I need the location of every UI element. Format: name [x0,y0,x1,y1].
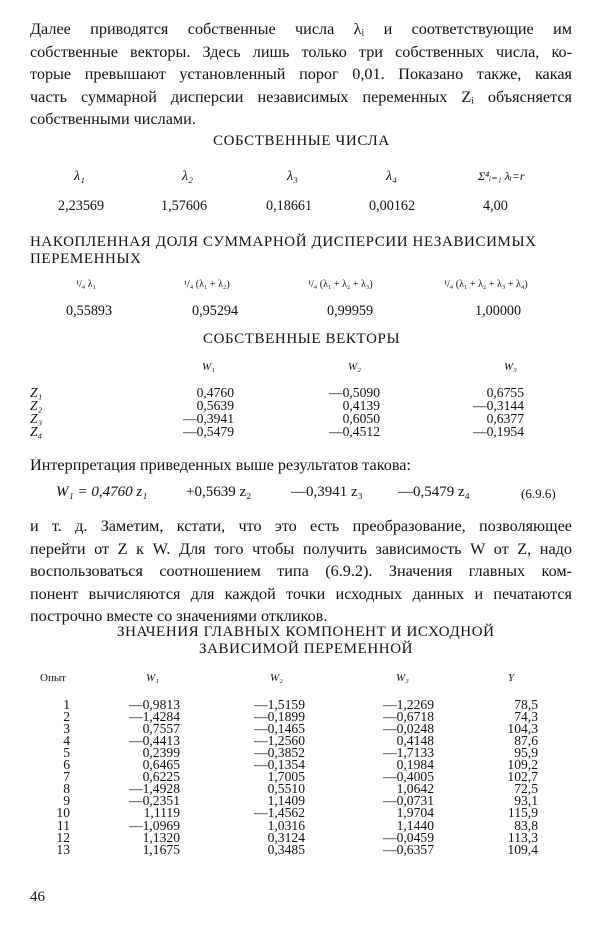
cell: 115,9 [507,805,538,821]
row-label: Z₄ [30,424,43,439]
cell: —0,4413 [129,733,180,749]
cell: —0,5090 [329,385,380,400]
cell: —0,2351 [129,793,180,809]
row-number: 1 [63,697,70,712]
components-column-header: W₃ [396,672,409,684]
row-number: 6 [63,757,70,773]
cell: —1,2560 [254,733,305,749]
cell: 1,1440 [396,817,434,833]
cell: 83,8 [514,817,538,833]
cell: —1,4284 [129,709,180,725]
eigenvalue-value: 2,23569 [58,198,105,214]
intro-line: собственные векторы. Здесь лишь только три собственных числа, ко- [30,42,572,61]
interpretation-line: Интерпретация приведенных выше результатов такова: [30,456,411,474]
eigenvalues-heading: СОБСТВЕННЫЕ ЧИСЛА [213,133,390,149]
cell: 1,0642 [396,781,434,797]
cell: 1,9704 [396,805,434,821]
row-number: 7 [63,769,70,785]
components-heading-line: ЗНАЧЕНИЯ ГЛАВНЫХ КОМПОНЕНТ И ИСХОДНОЙ [117,624,495,640]
eigenvector-column-header: W₂ [348,361,361,373]
body-line: перейти от Z к W. Для того чтобы получить зависимость W от Z, надо [30,539,572,558]
cell: 104,3 [507,721,538,737]
cell: 72,5 [514,781,538,797]
components-column-header: W₁ [146,672,159,684]
row-number: 3 [63,721,70,737]
cell: 74,3 [514,709,538,725]
body-line: и т. д. Заметим, кстати, что это есть преобразование, позволяющее [30,517,572,535]
intro-paragraph [30,18,572,131]
cell: 0,4760 [196,385,234,400]
row-number: 12 [56,829,70,845]
cell: —0,4512 [329,424,380,439]
cell: 0,7557 [142,721,180,737]
cell: 87,6 [514,733,538,749]
body-paragraph [30,515,572,628]
cell: 1,1409 [267,793,305,809]
cumulative-heading-line: НАКОПЛЕННАЯ ДОЛЯ СУММАРНОЙ ДИСПЕРСИИ НЕЗАВИСИМЫХ [30,234,537,250]
row-number: 13 [56,841,70,857]
eigenvalue-symbol: λ₄ [386,169,397,184]
eigenvalue-symbol: λ₃ [287,169,298,184]
cell: 102,7 [507,769,538,785]
cumulative-value: 0,99959 [327,303,374,319]
cell: 0,3124 [267,829,305,845]
cell: —0,6718 [383,709,434,725]
cell: —0,9813 [129,697,180,712]
equation-term: —0,3941 z₃ [291,484,363,500]
row-number: 11 [56,817,70,833]
cell: —0,3144 [473,398,524,413]
page-number: 46 [30,889,45,905]
cell: —1,7133 [383,745,434,761]
cell: 0,6755 [486,385,524,400]
cell: 0,3485 [267,841,305,857]
cell: 0,6465 [142,757,180,773]
cell: 0,5639 [196,398,234,413]
cell: 78,5 [514,697,538,712]
cell: —0,3941 [183,411,234,426]
eigenvalue-value: 0,18661 [266,198,313,214]
equation-term: —0,5479 z₄ [398,484,470,500]
cell: —0,3852 [254,745,305,761]
intro-line: часть суммарной дисперсии независимых переменных Zᵢ объясняется [30,87,572,106]
cell: —0,0248 [383,721,434,737]
eigenvector-column-header: W₁ [202,361,215,373]
row-label: Z₂ [30,398,43,413]
components-column-header: Опыт [40,672,67,684]
cell: 1,1675 [142,841,180,857]
row-number: 5 [63,745,70,761]
cumulative-formula: ¹/₄ λ₁ [76,279,97,290]
eigenvalue-value: 1,57606 [161,198,208,214]
cell: 0,4148 [396,733,434,749]
cumulative-formula: ¹/₄ (λ₁ + λ₂ + λ₃ + λ₄) [444,279,528,290]
cumulative-heading-line: ПЕРЕМЕННЫХ [30,251,142,267]
body-line: понент вычисляются для каждой точки исходных данных и печатаются [30,584,572,603]
row-number: 8 [63,781,70,797]
components-column-header: W₂ [270,672,283,684]
row-number: 10 [56,805,70,821]
cell: 95,9 [514,745,538,761]
cell: —0,1354 [254,757,305,773]
eigenvalue-symbol: λ₁ [74,169,85,184]
row-label: Z₁ [30,385,43,400]
intro-line: торые превышают установленный порог 0,01. Показано также, какая [30,65,572,83]
cell: 1,1320 [142,829,180,845]
intro-line: собственными числами. [30,110,196,128]
cell: —0,6357 [383,841,434,857]
components-column-header: Y [508,672,515,684]
cell: 93,1 [514,793,538,809]
cell: 0,4139 [342,398,380,413]
body-line: построчно вместе со значениями откликов. [30,607,328,625]
cell: 0,6377 [486,411,524,426]
components-heading-line: ЗАВИСИМОЙ ПЕРЕМЕННОЙ [199,641,414,657]
eigenvalue-value: 4,00 [483,198,508,214]
cell: 1,1119 [143,805,180,821]
cumulative-formula: ¹/₄ (λ₁ + λ₂ + λ₃) [308,279,373,290]
cell: 109,4 [507,841,538,857]
cumulative-formula: ¹/₄ (λ₁ + λ₂) [184,279,230,290]
cell: —0,0459 [383,829,434,845]
cumulative-value: 0,95294 [192,303,239,319]
cell: —0,4005 [383,769,434,785]
cell: 0,5510 [267,781,305,797]
row-number: 4 [63,733,70,749]
cell: —0,1899 [254,709,305,725]
cell: 1,7005 [267,769,305,785]
eigenvalue-sum-symbol: Σ⁴ᵢ₌₁ λᵢ=r [478,169,525,183]
cell: 0,2399 [142,745,180,761]
cell: 113,3 [507,829,538,845]
row-label: Z₃ [30,411,43,426]
cell: —1,5159 [254,697,305,712]
cell: 0,6050 [342,411,380,426]
cumulative-value: 1,00000 [475,303,522,319]
body-line: воспользоваться соотношением типа (6.9.2). Значения главных ком- [30,562,572,580]
intro-line: Далее приводятся собственные числа λᵢ и соответствующие им [30,20,572,38]
cell: —0,0731 [383,793,434,809]
equation-term: +0,5639 z₂ [186,484,252,500]
cumulative-value: 0,55893 [66,303,113,319]
cell: —1,4562 [254,805,305,821]
eigenvector-column-header: W₃ [504,361,517,373]
cell: 0,1984 [396,757,434,773]
cell: —1,0969 [129,817,180,833]
cell: 1,0316 [267,817,305,833]
cell: —1,4928 [129,781,180,797]
equation-number: (6.9.6) [521,486,556,501]
row-number: 2 [63,709,70,725]
cell: —0,1465 [254,721,305,737]
eigenvectors-heading: СОБСТВЕННЫЕ ВЕКТОРЫ [203,331,401,347]
equation-lhs: W₁ = 0,4760 z₁ [56,484,148,500]
row-number: 9 [63,793,70,809]
cell: —0,1954 [473,424,524,439]
cell: 109,2 [507,757,538,773]
cell: 0,6225 [142,769,180,785]
cell: —1,2269 [383,697,434,712]
cell: —0,5479 [183,424,234,439]
eigenvalue-symbol: λ₂ [182,169,193,184]
eigenvalue-value: 0,00162 [369,198,416,214]
